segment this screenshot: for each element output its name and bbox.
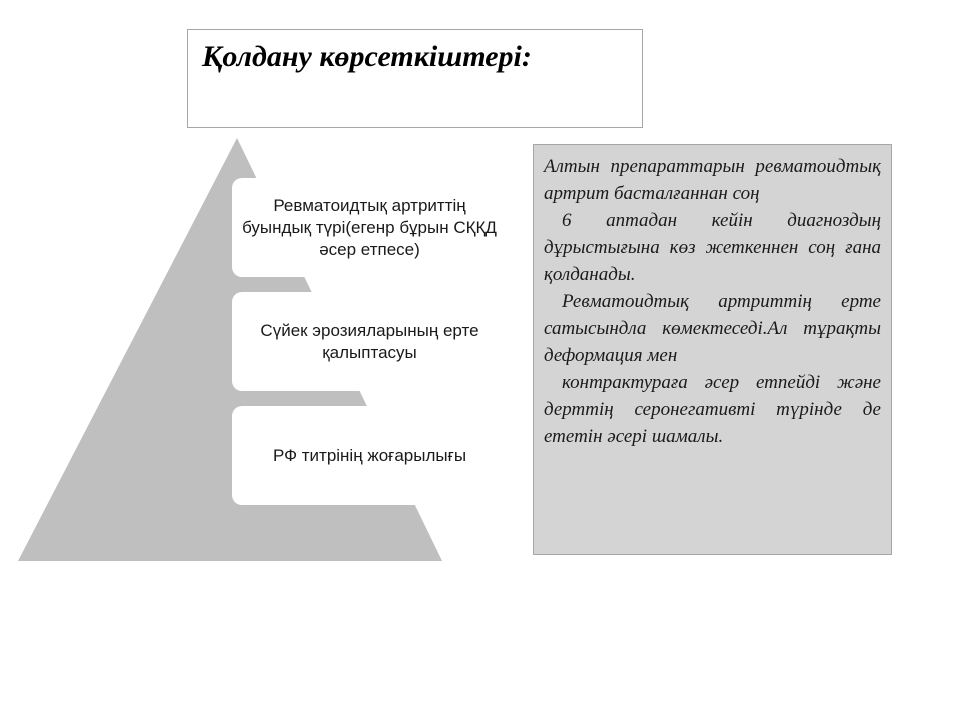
- pyramid-level-2: Сүйек эрозияларының ерте қалыптасуы: [232, 292, 507, 391]
- pyramid-level-3: РФ титрінің жоғарылығы: [232, 406, 507, 505]
- pyramid-level-1: Ревматоидтық артриттің буындық түрі(егенр бұрын СҚҚД әсер етпесе): [232, 178, 507, 277]
- description-paragraph-4: контрактураға әсер етпейді және дерттің серонегативті түрінде де ететін әсері шамалы.: [544, 372, 881, 447]
- slide-title: Қолдану көрсеткіштері:: [202, 40, 532, 73]
- description-panel: [533, 144, 892, 555]
- description-paragraph-2: 6 аптадан кейін диагноздың дұрыстығына көз жеткеннен соң ғана қолданады.: [544, 210, 881, 285]
- description-paragraph-3: Ревматоидтық артриттің ерте сатысындла көмектеседі.Ал тұрақты деформация мен: [544, 291, 881, 366]
- description-paragraph-1: Алтын препараттарын ревматоидтық артрит басталғаннан соң: [544, 156, 881, 204]
